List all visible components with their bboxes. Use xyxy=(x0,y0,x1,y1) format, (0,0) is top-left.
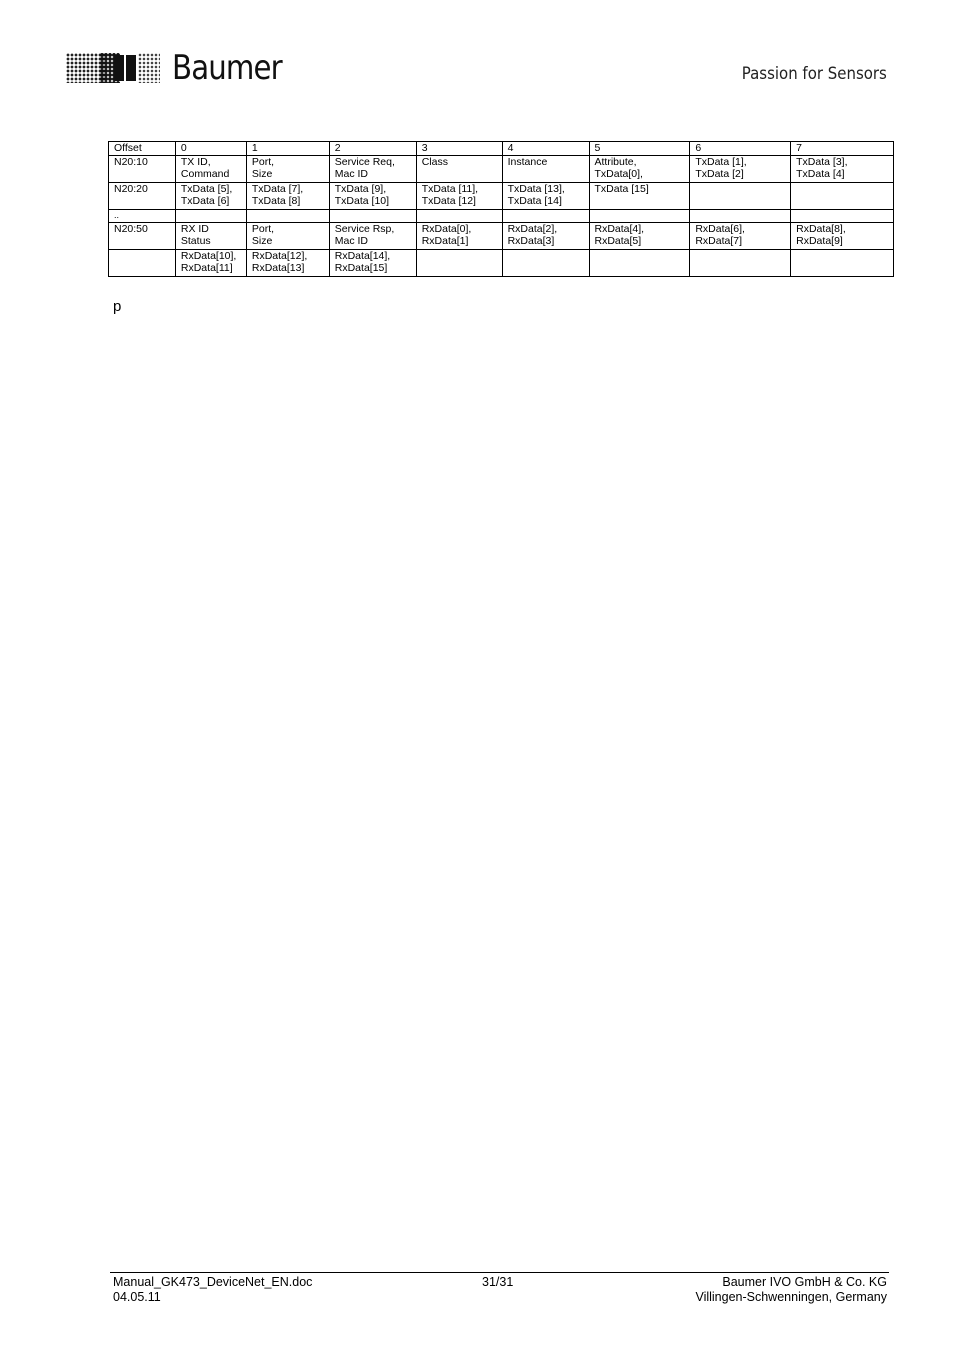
footer-divider xyxy=(110,1272,889,1273)
cell-line: TxData [3], xyxy=(796,156,848,168)
table-cell xyxy=(690,156,791,183)
table-cell xyxy=(416,210,502,223)
cell-line: RxData[3] xyxy=(507,235,555,247)
header-cell: 0 xyxy=(175,142,246,156)
cell-line: TxData [10] xyxy=(334,195,390,207)
table-cell xyxy=(791,210,894,223)
cell-line: N20:50 xyxy=(114,223,148,235)
table-cell xyxy=(246,183,329,210)
header-cell: 7 xyxy=(791,142,894,156)
cell-line: TX ID, xyxy=(180,156,211,168)
table-cell xyxy=(416,156,502,183)
table-cell xyxy=(791,156,894,183)
cell-line: TxData [8] xyxy=(251,195,301,207)
cell-line: Status xyxy=(180,235,211,247)
offset-cell xyxy=(109,183,176,210)
cell-line: RxData[4], xyxy=(594,223,645,235)
footer-filename: Manual_GK473_DeviceNet_EN.doc xyxy=(113,1275,313,1289)
table-cell xyxy=(329,210,416,223)
cell-line: N20:20 xyxy=(114,183,148,195)
table-cell xyxy=(690,223,791,250)
cell-line: TxData [5], xyxy=(180,183,233,195)
table-cell xyxy=(589,250,690,277)
table-cell xyxy=(246,250,329,277)
table-cell xyxy=(175,183,246,210)
footer-date: 04.05.11 xyxy=(113,1290,161,1304)
table-cell xyxy=(329,156,416,183)
offset-cell xyxy=(109,156,176,183)
cell-line: RxData[8], xyxy=(796,223,846,235)
cell-line: RxData[2], xyxy=(507,223,558,235)
table-cell xyxy=(416,250,502,277)
table-cell xyxy=(589,210,690,223)
table-cell xyxy=(589,183,690,210)
cell-line: Service Rsp, xyxy=(334,223,395,235)
table-cell xyxy=(246,210,329,223)
table-cell xyxy=(690,210,791,223)
cell-line: Size xyxy=(251,235,273,247)
cell-line: TxData [7], xyxy=(251,183,304,195)
header-cell: 2 xyxy=(329,142,416,156)
cell-line: RxData[9] xyxy=(796,235,843,247)
cell-line: Command xyxy=(180,168,230,180)
cell-line: RxData[11] xyxy=(180,262,233,274)
table-cell xyxy=(175,250,246,277)
table-cell xyxy=(502,250,589,277)
table-cell xyxy=(791,223,894,250)
cell-line: TxData [12] xyxy=(421,195,476,207)
cell-line: .. xyxy=(114,210,120,220)
cell-line: TxData [15] xyxy=(594,183,649,195)
baumer-logo xyxy=(66,48,300,88)
brand-name: Baumer xyxy=(172,48,282,88)
header-cell: 6 xyxy=(690,142,791,156)
table-row xyxy=(109,183,894,210)
cell-line: Mac ID xyxy=(334,235,369,247)
table-row xyxy=(109,210,894,223)
table-cell xyxy=(246,156,329,183)
cell-line: RX ID xyxy=(180,223,209,235)
table-cell xyxy=(175,210,246,223)
table-header-row xyxy=(109,142,894,156)
cell-line: TxData [11], xyxy=(421,183,479,195)
cell-line: N20:10 xyxy=(114,156,148,168)
table-cell xyxy=(175,156,246,183)
table-cell xyxy=(329,250,416,277)
cell-line: Mac ID xyxy=(334,168,369,180)
cell-line: RxData[10], xyxy=(180,250,237,262)
table-cell xyxy=(589,223,690,250)
footer-page-number: 31/31 xyxy=(482,1275,514,1289)
table-cell xyxy=(502,210,589,223)
table-cell xyxy=(329,223,416,250)
cell-line: Attribute, xyxy=(594,156,637,168)
cell-line: TxData [14] xyxy=(507,195,562,207)
table-cell xyxy=(502,223,589,250)
cell-line: RxData[12], xyxy=(251,250,308,262)
cell-line: Instance xyxy=(507,156,548,168)
header-cell: Offset xyxy=(109,142,176,156)
table-cell xyxy=(416,183,502,210)
tagline: Passion for Sensors xyxy=(741,64,887,84)
table-cell xyxy=(791,250,894,277)
cell-line: TxData[0], xyxy=(594,168,643,180)
table-cell xyxy=(690,250,791,277)
table-cell xyxy=(416,223,502,250)
cell-line: RxData[5] xyxy=(594,235,642,247)
offset-cell xyxy=(109,223,176,250)
cell-line: TxData [2] xyxy=(695,168,744,180)
table-cell xyxy=(589,156,690,183)
cell-line: TxData [4] xyxy=(796,168,845,180)
header-cell: 3 xyxy=(416,142,502,156)
stray-character: p xyxy=(113,298,122,315)
table-row xyxy=(109,156,894,183)
cell-line: RxData[13] xyxy=(251,262,305,274)
cell-line: Service Req, xyxy=(334,156,395,168)
cell-line: Port, xyxy=(251,223,275,235)
table-cell xyxy=(175,223,246,250)
table-cell xyxy=(246,223,329,250)
offset-cell xyxy=(109,250,176,277)
table-cell xyxy=(329,183,416,210)
offset-cell xyxy=(109,210,176,223)
table-row xyxy=(109,223,894,250)
table-cell xyxy=(502,183,589,210)
header-cell: 5 xyxy=(589,142,690,156)
cell-line: Class xyxy=(421,156,448,168)
cell-line: Size xyxy=(251,168,273,180)
cell-line: TxData [9], xyxy=(334,183,387,195)
cell-line: RxData[6], xyxy=(695,223,745,235)
header-cell: 1 xyxy=(246,142,329,156)
cell-line: Port, xyxy=(251,156,275,168)
cell-line: RxData[1] xyxy=(421,235,469,247)
footer-location: Villingen-Schwenningen, Germany xyxy=(695,1290,887,1304)
footer-right xyxy=(695,1275,887,1305)
header-cell: 4 xyxy=(502,142,589,156)
register-map-table xyxy=(108,141,894,277)
table-cell xyxy=(791,183,894,210)
footer-company: Baumer IVO GmbH & Co. KG xyxy=(722,1275,887,1289)
table-row xyxy=(109,250,894,277)
footer-left xyxy=(113,1275,312,1305)
logo-dot-mark-icon xyxy=(66,53,160,83)
table-cell xyxy=(502,156,589,183)
table-cell xyxy=(690,183,791,210)
cell-line: TxData [6] xyxy=(180,195,230,207)
cell-line: RxData[14], xyxy=(334,250,391,262)
cell-line: TxData [1], xyxy=(695,156,747,168)
cell-line: RxData[0], xyxy=(421,223,472,235)
cell-line: TxData [13], xyxy=(507,183,565,195)
cell-line: RxData[15] xyxy=(334,262,388,274)
cell-line: RxData[7] xyxy=(695,235,743,247)
